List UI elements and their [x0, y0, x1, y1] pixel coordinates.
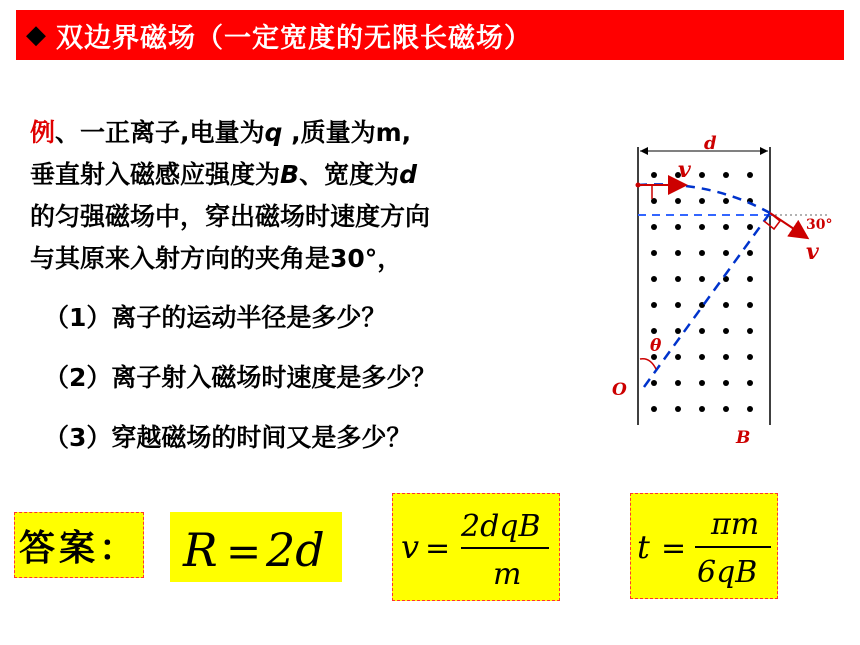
field-dot	[747, 328, 753, 334]
answer-velocity-box	[392, 493, 560, 601]
field-dot	[675, 380, 681, 386]
field-dot	[699, 172, 705, 178]
field-dot	[747, 380, 753, 386]
var-q: q	[264, 118, 283, 147]
field-dot	[699, 354, 705, 360]
field-dot	[675, 328, 681, 334]
field-dot	[651, 172, 657, 178]
answer-time-box	[630, 493, 778, 599]
field-dot	[747, 224, 753, 230]
field-dot	[699, 276, 705, 282]
field-dot	[699, 406, 705, 412]
field-dot	[723, 250, 729, 256]
label-30-degrees: 30°	[806, 217, 833, 233]
answer-label: 答案：	[14, 512, 144, 578]
radius-dashed-line	[644, 213, 770, 387]
magnetic-field-diagram	[600, 125, 850, 455]
field-dot	[723, 328, 729, 334]
width-arrow-right-head	[760, 147, 768, 155]
t-symbol: t	[637, 528, 650, 566]
question-1: （1）离子的运动半径是多少？	[44, 303, 387, 332]
field-dot	[651, 380, 657, 386]
label-v-top: v	[678, 157, 691, 183]
question-3: （3）穿越磁场的时间又是多少？	[44, 423, 412, 452]
field-dot	[723, 354, 729, 360]
label-d: d	[704, 133, 717, 154]
label-O: O	[612, 380, 627, 400]
field-dot	[651, 276, 657, 282]
question-2: （2）离子射入磁场时速度是多少？	[44, 363, 437, 392]
slide-title: 双边界磁场（一定宽度的无限长磁场）	[56, 22, 532, 54]
problem-line-3: 的匀强磁场中，穿出磁场时速度方向	[30, 202, 431, 231]
field-dot	[651, 328, 657, 334]
problem-text: ,质量为m,	[282, 118, 412, 147]
field-dot	[747, 172, 753, 178]
field-dot	[651, 302, 657, 308]
field-dot	[699, 328, 705, 334]
field-dot	[651, 224, 657, 230]
theta-arc	[640, 359, 656, 369]
problem-line-4: 与其原来入射方向的夹角是30°，	[30, 244, 403, 273]
bullet-diamond-icon: ◆	[26, 20, 46, 50]
field-dot	[675, 250, 681, 256]
problem-statement	[30, 112, 590, 280]
field-dot	[723, 302, 729, 308]
var-B: B	[280, 160, 300, 189]
field-dot	[699, 250, 705, 256]
problem-text: 、宽度为	[299, 160, 400, 189]
field-dot	[747, 276, 753, 282]
field-dot	[699, 224, 705, 230]
field-dot	[747, 302, 753, 308]
v-equals: =	[425, 531, 451, 566]
field-dot	[675, 354, 681, 360]
field-dot	[651, 406, 657, 412]
field-dot	[675, 198, 681, 204]
field-dot	[747, 354, 753, 360]
r-value: 2d	[266, 523, 325, 577]
v-numerator: 2dqB	[461, 509, 541, 544]
label-v-right: v	[806, 239, 819, 265]
v-denominator: m	[493, 557, 522, 592]
velocity-formula	[393, 494, 561, 602]
label-theta: θ	[650, 336, 662, 356]
field-dot	[747, 250, 753, 256]
field-dot	[699, 380, 705, 386]
problem-text: 、一正离子,电量为	[55, 118, 265, 147]
field-dot	[723, 406, 729, 412]
t-equals: =	[661, 531, 687, 566]
time-formula	[631, 494, 779, 600]
field-dot	[723, 380, 729, 386]
entry-right-angle	[638, 185, 652, 199]
field-dot	[699, 198, 705, 204]
radius-formula	[171, 513, 343, 583]
field-dot	[675, 276, 681, 282]
field-dot	[675, 224, 681, 230]
field-dot	[723, 198, 729, 204]
answer-radius-box	[170, 512, 342, 582]
v-symbol: v	[401, 528, 420, 566]
title-bar	[16, 10, 844, 60]
label-B: B	[736, 428, 751, 448]
exit-velocity-arrow	[770, 213, 806, 237]
problem-line-1	[30, 112, 590, 154]
field-dot	[675, 302, 681, 308]
field-dot	[747, 406, 753, 412]
example-label: 例	[30, 118, 56, 147]
field-dots	[651, 172, 753, 412]
var-d: d	[399, 160, 417, 189]
problem-line-2	[30, 154, 590, 196]
field-dot	[723, 172, 729, 178]
r-symbol: R	[183, 523, 218, 577]
t-numerator: πm	[711, 507, 760, 542]
field-dot	[723, 224, 729, 230]
problem-text: 垂直射入磁感应强度为	[30, 160, 281, 189]
field-dot	[651, 250, 657, 256]
r-equals: =	[226, 527, 262, 576]
field-dot	[675, 406, 681, 412]
width-arrow-left-head	[640, 147, 648, 155]
t-denominator: 6qB	[697, 555, 758, 590]
